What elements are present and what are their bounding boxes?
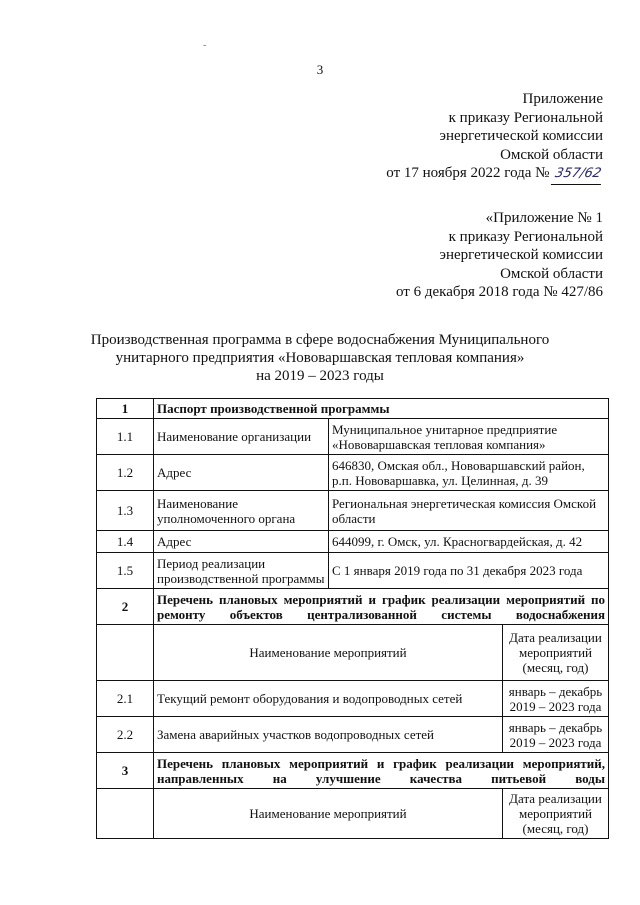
row-value: Региональная энергетическая комиссия Омской области xyxy=(329,491,609,531)
section-title: Перечень плановых мероприятий и график реализации мероприятий, направленных на улучшение качества питьевой воды xyxy=(154,753,609,789)
row-number: 1.5 xyxy=(97,553,154,589)
row-label: Наименование уполномоченного органа xyxy=(154,491,329,531)
row-label: Адрес xyxy=(154,455,329,491)
row-label: Адрес xyxy=(154,531,329,553)
section-title: Паспорт производственной программы xyxy=(154,399,609,419)
empty-cell xyxy=(97,625,154,681)
quote-line-4: Омской области xyxy=(500,265,603,282)
section-number: 1 xyxy=(97,399,154,419)
row-number: 2.2 xyxy=(97,717,154,753)
row-value: 646830, Омская обл., Нововаршавский район, р.п. Нововаршавка, ул. Целинная, д. 39 xyxy=(329,455,609,491)
document-title xyxy=(0,331,640,385)
table-row xyxy=(97,553,609,589)
original-appendix-header xyxy=(396,209,603,302)
table-row xyxy=(97,419,609,455)
table-row xyxy=(97,531,609,553)
table-row xyxy=(97,717,609,753)
header-line-1: Приложение xyxy=(522,91,603,107)
row-number: 1.3 xyxy=(97,491,154,531)
header-line-3: энергетической комиссии xyxy=(439,128,603,144)
event-date: январь – декабрь 2019 – 2023 года xyxy=(503,681,609,717)
quote-line-1: «Приложение № 1 xyxy=(485,210,603,226)
header-line-5 xyxy=(386,164,603,185)
handwritten-order-number: 357/62 xyxy=(551,165,605,185)
table-row xyxy=(97,491,609,531)
row-value: Муниципальное унитарное предприятие «Нововаршавская тепловая компания» xyxy=(329,419,609,455)
section-number: 2 xyxy=(97,589,154,625)
row-number: 1.1 xyxy=(97,419,154,455)
column-header-date: Дата реализации мероприятий (месяц, год) xyxy=(503,625,609,681)
scan-mark: - xyxy=(203,40,207,51)
column-header-name: Наименование мероприятий xyxy=(154,789,503,839)
column-header-row xyxy=(97,789,609,839)
header-line-2: к приказу Региональной xyxy=(448,109,603,126)
title-line-1: Производственная программа в сфере водоснабжения Муниципального xyxy=(90,332,550,348)
header-line-4: Омской области xyxy=(500,146,603,163)
title-line-3: на 2019 – 2023 годы xyxy=(256,368,384,384)
approval-header xyxy=(386,90,603,185)
row-label: Период реализации производственной программы xyxy=(154,553,329,589)
row-number: 1.4 xyxy=(97,531,154,553)
row-label: Наименование организации xyxy=(154,419,329,455)
section-row xyxy=(97,399,609,419)
section-row xyxy=(97,589,609,625)
quote-line-3: энергетической комиссии xyxy=(439,247,603,263)
page-number: 3 xyxy=(316,62,324,77)
row-number: 2.1 xyxy=(97,681,154,717)
section-number: 3 xyxy=(97,753,154,789)
quote-line-2: к приказу Региональной xyxy=(448,228,603,245)
row-number: 1.2 xyxy=(97,455,154,491)
order-date: от 17 ноября 2022 года № xyxy=(386,165,550,181)
program-table xyxy=(96,398,609,839)
table-row xyxy=(97,455,609,491)
quote-line-5: от 6 декабря 2018 года № 427/86 xyxy=(395,284,603,300)
table-row xyxy=(97,681,609,717)
event-name: Замена аварийных участков водопроводных сетей xyxy=(154,717,503,753)
row-value: 644099, г. Омск, ул. Красногвардейская, д. 42 xyxy=(329,531,609,553)
section-title: Перечень плановых мероприятий и график реализации мероприятий по ремонту объектов централизованной системы водоснабжения xyxy=(154,589,609,625)
column-header-date: Дата реализации мероприятий (месяц, год) xyxy=(503,789,609,839)
title-line-2: унитарного предприятия «Нововаршавская тепловая компания» xyxy=(115,350,525,366)
row-value: С 1 января 2019 года по 31 декабря 2023 года xyxy=(329,553,609,589)
event-name: Текущий ремонт оборудования и водопроводных сетей xyxy=(154,681,503,717)
column-header-name: Наименование мероприятий xyxy=(154,625,503,681)
event-date: январь – декабрь 2019 – 2023 года xyxy=(503,717,609,753)
section-row xyxy=(97,753,609,789)
column-header-row xyxy=(97,625,609,681)
empty-cell xyxy=(97,789,154,839)
